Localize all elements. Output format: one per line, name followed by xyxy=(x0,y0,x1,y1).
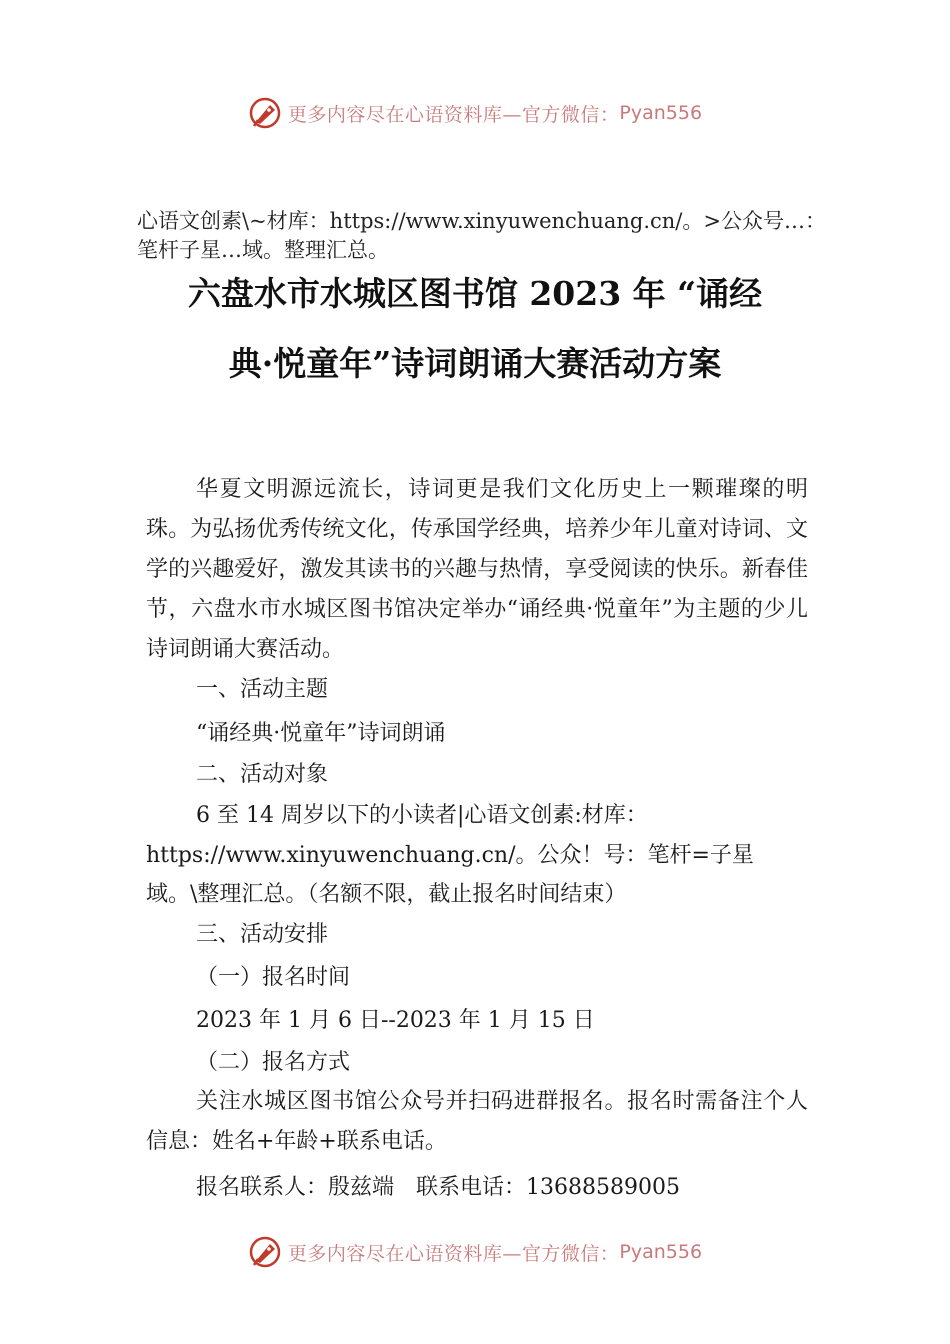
section-1-heading: 一、活动主题 xyxy=(196,677,329,702)
section-1-content: “诵经典·悦童年”诗词朗诵 xyxy=(196,721,446,746)
subsection-2-paragraph: 关注水城区图书馆公众号并扫码进群报名。报名时需备注个人信息：姓名+年龄+联系电话。 xyxy=(146,1089,808,1154)
intro-block xyxy=(146,470,808,670)
subsection-2-heading: （二）报名方式 xyxy=(196,1050,351,1075)
pen-nib-logo-icon xyxy=(248,96,282,130)
section-2-line-1: 6 至 14 周岁以下的小读者|心语文创素:材库： xyxy=(196,803,648,828)
contact-line: 报名联系人：殷兹端 联系电话：13688589005 xyxy=(196,1175,680,1200)
bottom-watermark-banner xyxy=(0,1232,950,1272)
subsection-2-block xyxy=(146,1082,808,1162)
section-2-line-2: https://www.xinyuwenchuang.cn/。公众！号：笔杆=子星 xyxy=(146,843,754,868)
banner-wechat-handle: Pyan556 xyxy=(619,1241,703,1263)
section-2-line-3: 域。\整理汇总。（名额不限，截止报名时间结束） xyxy=(146,882,627,907)
source-note: 心语文创素\~材库：https://www.xinyuwenchuang.cn/。>公众号…：笔杆子星…域。整理汇总。 xyxy=(137,209,826,262)
document-title-line-2: 典·悦童年”诗词朗诵大赛活动方案 xyxy=(228,344,722,383)
pen-nib-logo-icon xyxy=(248,1235,282,1269)
section-2-heading: 二、活动对象 xyxy=(196,762,329,787)
section-3-heading: 三、活动安排 xyxy=(196,922,329,947)
intro-paragraph: 华夏文明源远流长，诗词更是我们文化历史上一颗璀璨的明珠。为弘扬优秀传统文化，传承国学经典，培养少年儿童对诗词、文学的兴趣爱好，激发其读书的兴趣与热情，享受阅读的快乐。新春佳节，六盘水市水城区图书馆决定举办“诵经典·悦童年”为主题的少儿诗词朗诵大赛活动。 xyxy=(146,477,808,662)
banner-text: 更多内容尽在心语资料库—官方微信： xyxy=(287,103,620,126)
top-watermark-banner xyxy=(0,93,950,133)
banner-wechat-handle: Pyan556 xyxy=(619,102,703,124)
document-title-line-1: 六盘水市水城区图书馆 2023 年 “诵经 xyxy=(187,274,763,313)
banner-text: 更多内容尽在心语资料库—官方微信： xyxy=(287,1242,620,1265)
subsection-1-content: 2023 年 1 月 6 日--2023 年 1 月 15 日 xyxy=(196,1008,595,1033)
subsection-1-heading: （一）报名时间 xyxy=(196,965,351,990)
